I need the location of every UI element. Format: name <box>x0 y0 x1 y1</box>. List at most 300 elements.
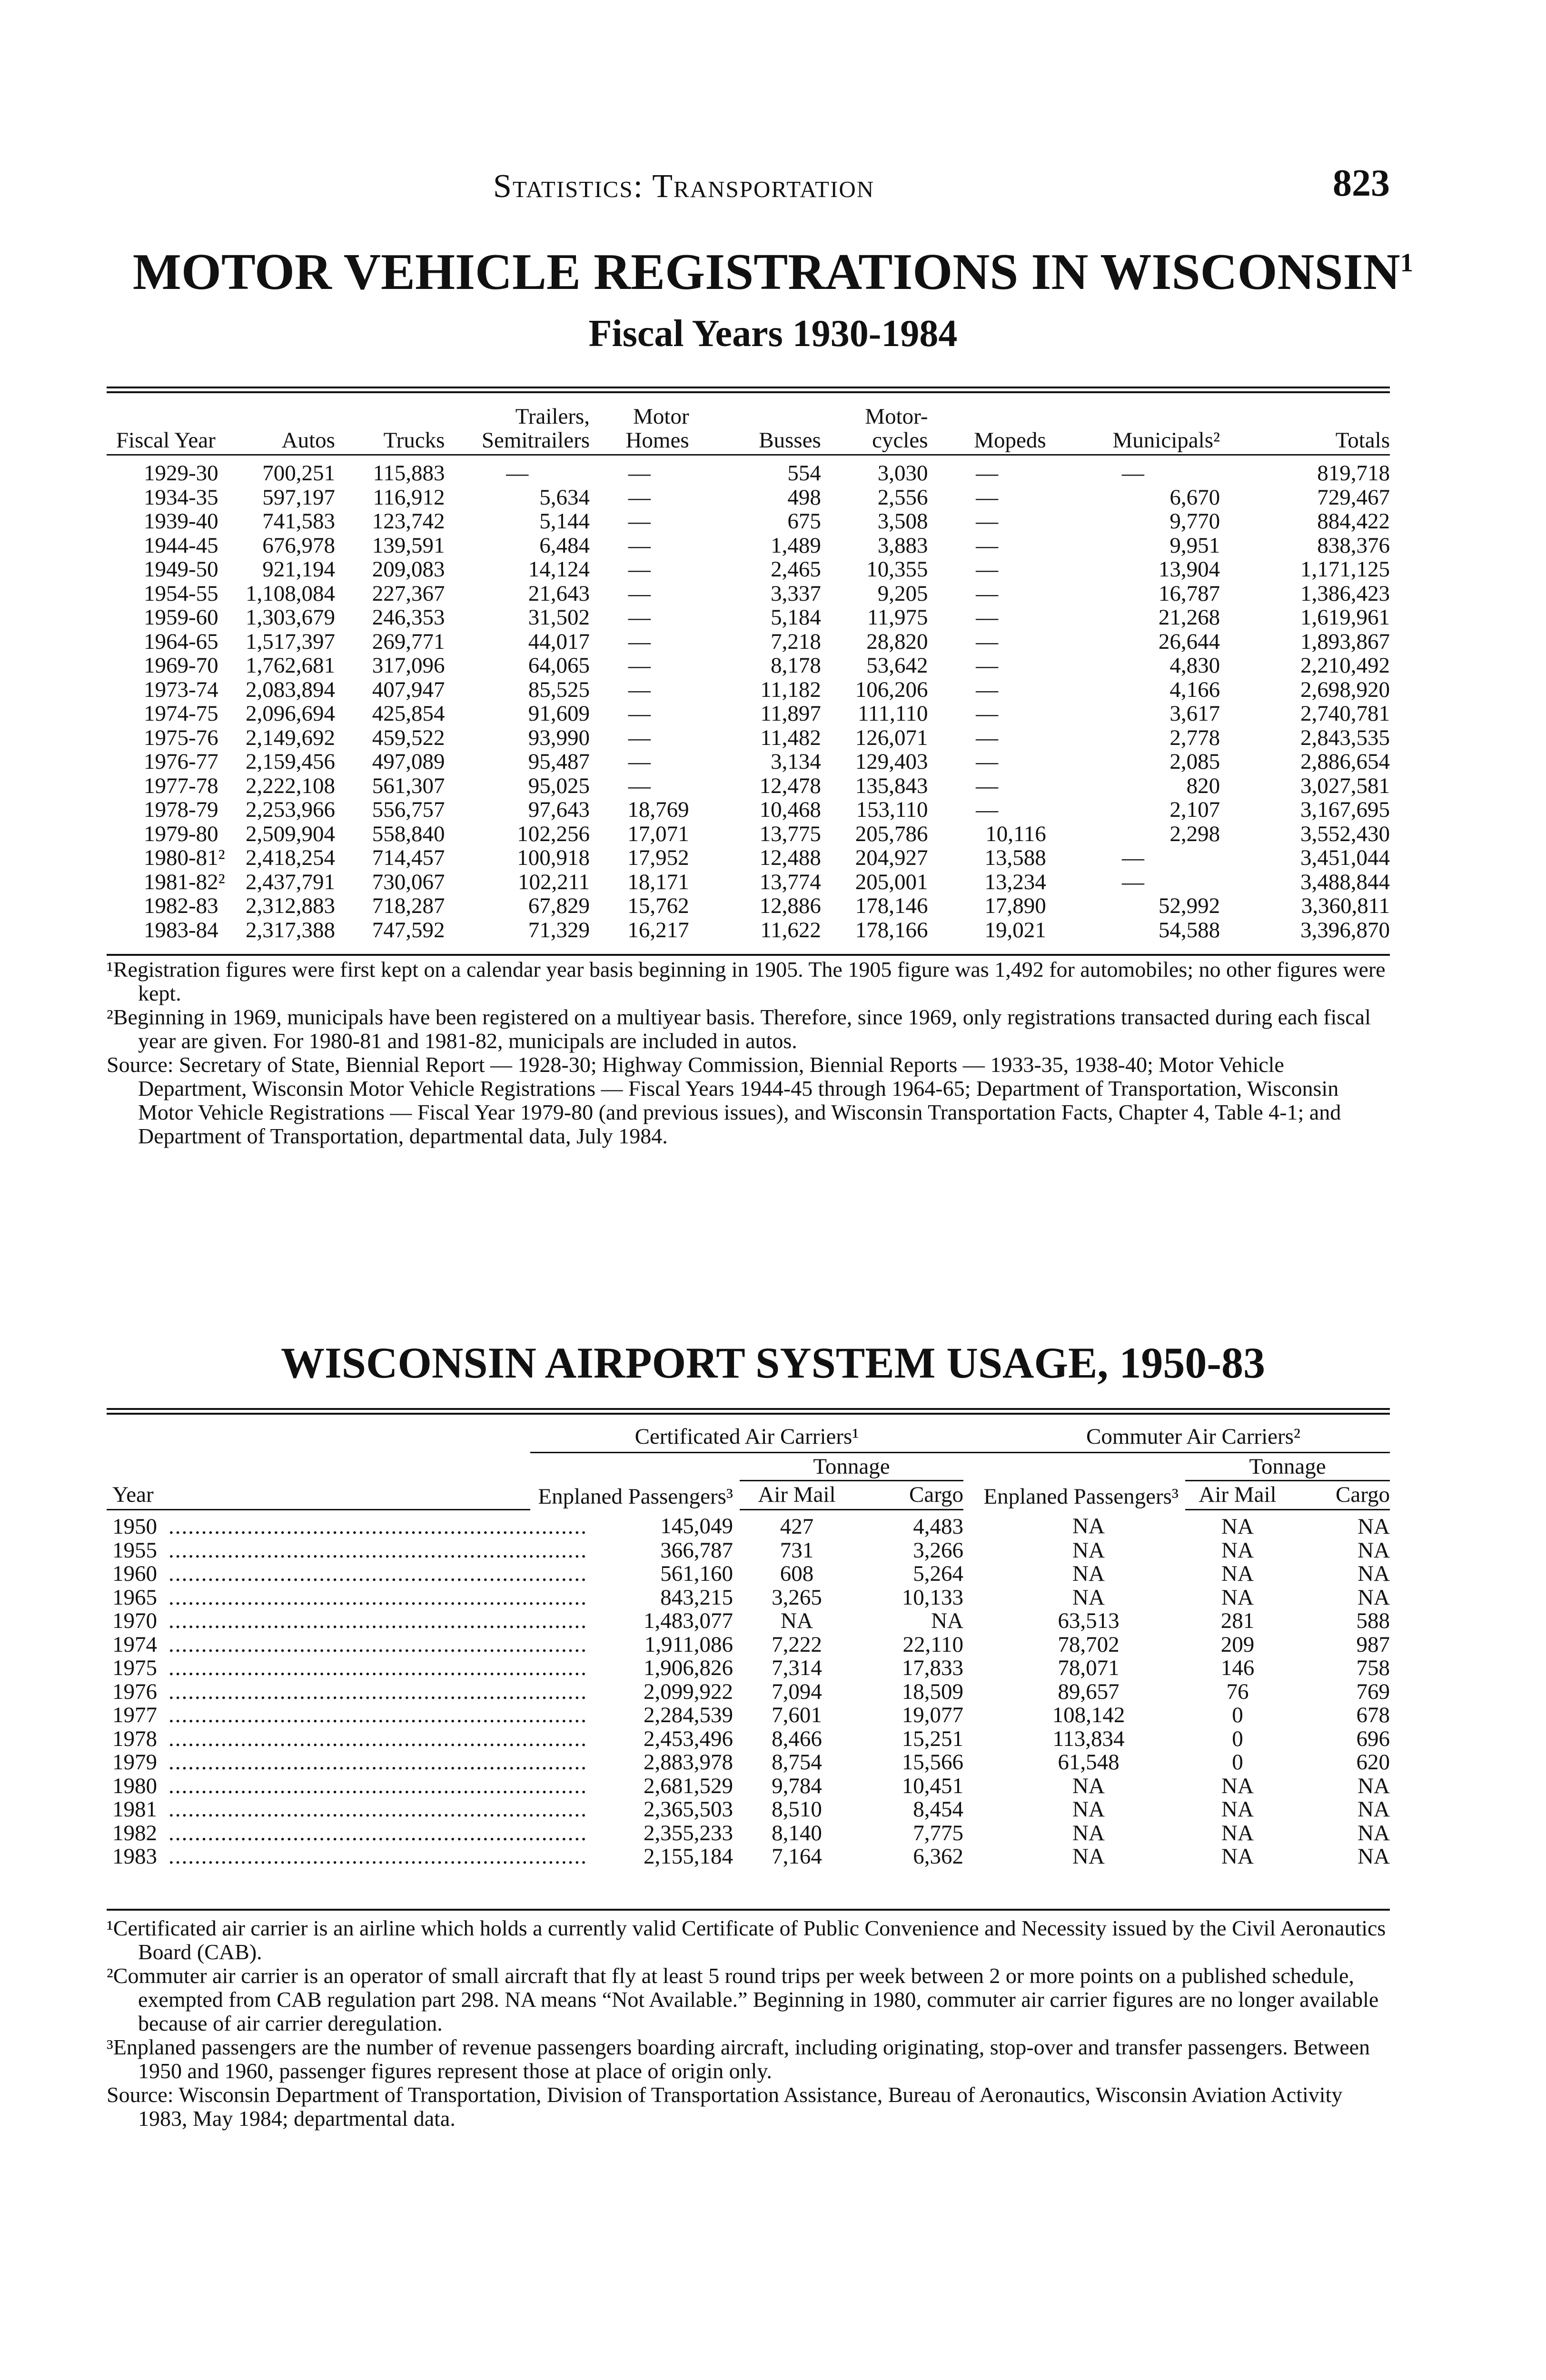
table-cell: 146 <box>1220 1656 1255 1680</box>
table-cell: NA <box>1072 1797 1105 1822</box>
table-cell: 843,215 <box>660 1585 733 1610</box>
table-cell: 227,367 <box>372 581 445 606</box>
table-cell: 21,268 <box>1158 605 1220 630</box>
table-cell: NA <box>1221 1561 1254 1586</box>
table-cell: 498 <box>787 485 821 510</box>
table-row <box>107 1510 1390 1539</box>
table-row <box>107 774 1390 798</box>
table-cell: 3,027,581 <box>1300 773 1390 798</box>
tonnage-header: Tonnage <box>740 1453 963 1481</box>
table-cell: NA <box>1221 1537 1254 1563</box>
year-label: 1977 <box>112 1703 157 1727</box>
table-cell: 366,787 <box>660 1537 733 1563</box>
table-cell: — <box>976 509 999 534</box>
table-cell: 0 <box>1232 1726 1243 1751</box>
table-cell: 111,110 <box>857 701 928 726</box>
commuter-group-header: Commuter Air Carriers² <box>963 1423 1390 1453</box>
table-cell: 2,222,108 <box>245 773 335 798</box>
table-cell: — <box>628 725 651 750</box>
leader-dots: ................................................................ <box>168 1679 587 1704</box>
table-cell: 63,513 <box>1058 1608 1120 1633</box>
year-cell <box>107 1561 587 1586</box>
table-cell: 16,787 <box>1158 581 1220 606</box>
table-cell: 2,365,503 <box>644 1797 733 1822</box>
footnote: ¹Certificated air carrier is an airline which holds a currently valid Certificate of Public Convenience and Necessity issued by the Civil Aeronautics Board (CAB). <box>107 1916 1386 1964</box>
table-cell: 1,171,125 <box>1300 557 1390 582</box>
table-cell: 1954-55 <box>144 581 218 606</box>
table-bottom-rule <box>107 954 1390 956</box>
commuter-air-mail-header: Air Mail <box>1185 1481 1290 1510</box>
table-cell: 204,927 <box>855 845 928 870</box>
table-cell: 115,883 <box>373 461 445 486</box>
table-cell: NA <box>1072 1514 1105 1539</box>
table-cell: — <box>976 629 999 654</box>
table-row <box>107 557 1390 582</box>
table-cell: 1980-81² <box>144 845 225 870</box>
table-cell: 2,083,894 <box>245 677 335 702</box>
table-cell: 2,465 <box>771 557 821 582</box>
table-cell: — <box>976 797 999 822</box>
table-cell: 17,952 <box>627 845 689 870</box>
table-cell: 819,718 <box>1317 461 1390 486</box>
table-cell: 3,552,430 <box>1300 821 1390 846</box>
table-cell: 1,893,867 <box>1300 629 1390 654</box>
table-cell: 123,742 <box>372 509 445 534</box>
table-cell: — <box>1121 845 1144 870</box>
table-cell: 558,840 <box>372 821 445 846</box>
table-cell: 11,482 <box>760 725 821 750</box>
table-cell: 85,525 <box>528 677 590 702</box>
table-cell: — <box>976 533 999 558</box>
table-cell: 11,622 <box>760 917 821 942</box>
table-cell: 588 <box>1356 1608 1390 1633</box>
table-cell: 2,886,654 <box>1300 749 1390 774</box>
leader-dots: ................................................................ <box>168 1703 587 1727</box>
table-cell: — <box>628 509 651 534</box>
table-cell: — <box>628 605 651 630</box>
table-cell: NA <box>1072 1585 1105 1610</box>
table-cell: 3,883 <box>877 533 928 558</box>
table-cell: 608 <box>780 1561 814 1586</box>
table-cell: 2,085 <box>1169 749 1220 774</box>
table-cell: — <box>976 581 999 606</box>
leader-dots: ................................................................ <box>168 1514 587 1539</box>
table-cell: NA <box>1221 1844 1254 1869</box>
table-row <box>107 605 1390 630</box>
motor-table-subtitle: Fiscal Years 1930-1984 <box>588 313 958 355</box>
table-cell: 95,025 <box>528 773 590 798</box>
table-cell: 11,897 <box>760 701 821 726</box>
table-cell: 1973-74 <box>144 677 218 702</box>
year-cell <box>107 1750 587 1775</box>
table-cell: 10,451 <box>902 1773 963 1798</box>
table-cell: 554 <box>787 461 821 486</box>
table-cell: 10,133 <box>902 1585 963 1610</box>
year-cell <box>107 1773 587 1798</box>
table-cell: NA <box>1221 1773 1254 1798</box>
motor-table-notes <box>107 958 1392 1148</box>
table-row <box>107 1704 1390 1727</box>
table-cell: NA <box>1221 1820 1254 1845</box>
year-label: 1980 <box>112 1773 157 1798</box>
table-row <box>107 582 1390 606</box>
table-cell: — <box>628 581 651 606</box>
table-cell: 675 <box>787 509 821 534</box>
table-cell: 13,904 <box>1158 557 1220 582</box>
table-cell: 18,769 <box>627 797 689 822</box>
table-cell: 0 <box>1232 1703 1243 1727</box>
table-cell: 13,774 <box>759 869 821 894</box>
table-cell: — <box>976 749 999 774</box>
table-row <box>107 1609 1390 1633</box>
table-row <box>107 894 1390 918</box>
table-cell: 730,067 <box>372 869 445 894</box>
table-cell: 5,634 <box>539 485 590 510</box>
table-cell: 129,403 <box>855 749 928 774</box>
table-cell: 97,643 <box>528 797 590 822</box>
table-cell: 89,657 <box>1058 1679 1120 1704</box>
table-cell: 2,843,535 <box>1300 725 1390 750</box>
leader-dots: ................................................................ <box>168 1726 587 1751</box>
motor-table-title: MOTOR VEHICLE REGISTRATIONS IN WISCONSIN$^1$ <box>132 244 1414 300</box>
table-row <box>107 1822 1390 1845</box>
table-cell: 108,142 <box>1052 1703 1125 1727</box>
table-cell: 12,886 <box>759 893 821 918</box>
table-cell: 884,422 <box>1317 509 1390 534</box>
table-cell: 2,509,904 <box>245 821 335 846</box>
table-row <box>107 1751 1390 1775</box>
table-cell: NA <box>1072 1561 1105 1586</box>
table-cell: 91,609 <box>528 701 590 726</box>
table-cell: 3,134 <box>771 749 821 774</box>
table-cell: 2,159,456 <box>245 749 335 774</box>
table-cell: 4,830 <box>1169 653 1220 678</box>
table-cell: NA <box>1358 1561 1390 1586</box>
footnote: ²Beginning in 1969, municipals have been registered on a multiyear basis. Therefore, since 1969, only registrations transacted during each fiscal year are given. For 1980-81 and 1981-82, municipals are included in autos. <box>107 1005 1371 1053</box>
table-cell: 135,843 <box>855 773 928 798</box>
table-cell: 93,990 <box>528 725 590 750</box>
table-cell: 178,166 <box>855 917 928 942</box>
table-cell: 205,786 <box>855 821 928 846</box>
table-row <box>107 1680 1390 1704</box>
table-cell: 2,107 <box>1169 797 1220 822</box>
table-cell: 64,065 <box>528 653 590 678</box>
table-cell: 2,437,791 <box>245 869 335 894</box>
table-cell: 1982-83 <box>144 893 218 918</box>
table-cell: 1983-84 <box>144 917 218 942</box>
year-label: 1982 <box>112 1820 157 1845</box>
table-cell: 427 <box>780 1514 814 1539</box>
table-cell: 26,644 <box>1158 629 1220 654</box>
motor-column-header: Autos <box>225 405 335 455</box>
table-cell: — <box>628 773 651 798</box>
table-cell: — <box>628 677 651 702</box>
table-cell: 5,264 <box>913 1561 963 1586</box>
table-cell: 2,698,920 <box>1300 677 1390 702</box>
table-cell: NA <box>1072 1773 1105 1798</box>
table-cell: 1976-77 <box>144 749 218 774</box>
table-cell: 676,978 <box>262 533 335 558</box>
table-cell: NA <box>931 1608 963 1633</box>
year-label: 1970 <box>112 1608 157 1633</box>
table-cell: 1949-50 <box>144 557 218 582</box>
table-cell: 718,287 <box>372 893 445 918</box>
table-cell: — <box>628 533 651 558</box>
table-row <box>107 486 1390 510</box>
table-top-rule <box>107 1413 1390 1415</box>
table-cell: NA <box>1072 1820 1105 1845</box>
year-cell <box>107 1510 587 1539</box>
table-cell: 15,762 <box>627 893 689 918</box>
table-cell: 52,992 <box>1158 893 1220 918</box>
motor-vehicle-registrations-table <box>107 405 1390 942</box>
table-cell: 54,588 <box>1158 917 1220 942</box>
table-cell: 9,205 <box>877 581 928 606</box>
table-cell: 1,762,681 <box>245 653 335 678</box>
motor-column-header: Busses <box>689 405 821 455</box>
table-cell: 10,116 <box>985 821 1046 846</box>
table-cell: — <box>628 749 651 774</box>
table-cell: 987 <box>1356 1632 1390 1657</box>
table-cell: NA <box>781 1608 813 1633</box>
table-cell: 2,149,692 <box>245 725 335 750</box>
leader-dots: ................................................................ <box>168 1750 587 1775</box>
table-cell: 7,094 <box>772 1679 822 1704</box>
table-cell: 425,854 <box>372 701 445 726</box>
table-cell: 3,488,844 <box>1300 869 1390 894</box>
table-cell: 18,509 <box>902 1679 963 1704</box>
table-cell: 8,178 <box>771 653 821 678</box>
table-cell: 6,670 <box>1169 485 1220 510</box>
table-cell: 921,194 <box>262 557 335 582</box>
leader-dots: ................................................................ <box>168 1797 587 1822</box>
table-cell: 1,108,084 <box>245 581 335 606</box>
airport-table-notes <box>107 1916 1392 2131</box>
year-cell <box>107 1703 587 1727</box>
table-cell: 78,702 <box>1058 1632 1120 1657</box>
table-cell: — <box>976 677 999 702</box>
year-label: 1983 <box>112 1844 157 1869</box>
table-cell: 19,077 <box>902 1703 963 1727</box>
table-cell: NA <box>1358 1585 1390 1610</box>
leader-dots: ................................................................ <box>168 1561 587 1586</box>
table-cell: 3,617 <box>1169 701 1220 726</box>
table-cell: 1975-76 <box>144 725 218 750</box>
year-cell <box>107 1585 587 1610</box>
table-cell: 2,298 <box>1169 821 1220 846</box>
table-cell: — <box>1121 461 1144 486</box>
table-cell: 16,217 <box>627 917 689 942</box>
table-row <box>107 678 1390 702</box>
table-cell: NA <box>1358 1797 1390 1822</box>
year-cell <box>107 1797 587 1822</box>
year-cell <box>107 1679 587 1704</box>
motor-column-header: Mopeds <box>928 405 1046 455</box>
table-cell: 1,906,826 <box>644 1656 733 1680</box>
table-cell: 10,468 <box>759 797 821 822</box>
table-cell: 2,418,254 <box>245 845 335 870</box>
table-cell: 15,251 <box>902 1726 963 1751</box>
table-cell: 3,451,044 <box>1300 845 1390 870</box>
year-cell <box>107 1844 587 1869</box>
table-cell: — <box>976 485 999 510</box>
table-cell: — <box>628 629 651 654</box>
table-row <box>107 750 1390 774</box>
year-cell <box>107 1726 587 1751</box>
table-cell: 102,211 <box>518 869 590 894</box>
table-cell: NA <box>1358 1820 1390 1845</box>
table-cell: 8,510 <box>772 1797 822 1822</box>
table-cell: 1979-80 <box>144 821 218 846</box>
table-cell: 9,770 <box>1169 509 1220 534</box>
table-cell: 1,303,679 <box>245 605 335 630</box>
table-cell: 317,096 <box>372 653 445 678</box>
year-cell <box>107 1820 587 1845</box>
table-cell: 7,164 <box>772 1844 822 1869</box>
table-cell: NA <box>1221 1514 1254 1539</box>
table-cell: NA <box>1221 1797 1254 1822</box>
table-cell: 3,337 <box>771 581 821 606</box>
table-cell: 17,071 <box>627 821 689 846</box>
table-cell: — <box>506 461 529 486</box>
table-cell: 6,484 <box>539 533 590 558</box>
table-cell: — <box>628 461 651 486</box>
table-cell: 3,396,870 <box>1300 917 1390 942</box>
year-label: 1978 <box>112 1726 157 1751</box>
table-cell: 2,453,496 <box>644 1726 733 1751</box>
table-cell: 2,355,233 <box>644 1820 733 1845</box>
table-cell: 747,592 <box>372 917 445 942</box>
year-cell <box>107 1656 587 1680</box>
table-cell: 246,353 <box>372 605 445 630</box>
table-cell: — <box>976 653 999 678</box>
table-cell: — <box>976 773 999 798</box>
table-cell: 2,284,539 <box>644 1703 733 1727</box>
table-row <box>107 1845 1390 1869</box>
table-row <box>107 726 1390 750</box>
footnote: ¹Registration figures were first kept on a calendar year basis beginning in 1905. The 1905 figure was 1,492 for automobiles; no other figures were kept. <box>107 957 1386 1005</box>
table-cell: 71,329 <box>528 917 590 942</box>
table-cell: 22,110 <box>902 1632 963 1657</box>
table-cell: 13,234 <box>984 869 1046 894</box>
motor-column-header: Motor Homes <box>590 405 689 455</box>
table-top-rule <box>107 1408 1390 1410</box>
table-row <box>107 1775 1390 1798</box>
table-cell: 678 <box>1356 1703 1390 1727</box>
certificated-group-header: Certificated Air Carriers¹ <box>530 1423 963 1453</box>
table-cell: 820 <box>1186 773 1220 798</box>
table-row <box>107 1633 1390 1657</box>
table-cell: 4,483 <box>913 1514 963 1539</box>
leader-dots: ................................................................ <box>168 1632 587 1657</box>
table-cell: 1,483,077 <box>644 1608 733 1633</box>
table-cell: 1,386,423 <box>1300 581 1390 606</box>
table-cell: 1,619,961 <box>1300 605 1390 630</box>
table-row <box>107 870 1390 894</box>
table-cell: 5,144 <box>539 509 590 534</box>
table-row <box>107 509 1390 534</box>
table-cell: 126,071 <box>855 725 928 750</box>
table-cell: 17,890 <box>984 893 1046 918</box>
table-cell: 11,975 <box>867 605 928 630</box>
table-cell: 2,210,492 <box>1300 653 1390 678</box>
table-cell: 1977-78 <box>144 773 218 798</box>
table-cell: — <box>628 701 651 726</box>
table-cell: 3,265 <box>772 1585 822 1610</box>
year-label: 1965 <box>112 1585 157 1610</box>
table-cell: NA <box>1358 1514 1390 1539</box>
table-cell: 18,171 <box>627 869 689 894</box>
table-row <box>107 534 1390 558</box>
table-cell: — <box>628 653 651 678</box>
leader-dots: ................................................................ <box>168 1820 587 1845</box>
table-cell: 1981-82² <box>144 869 225 894</box>
leader-dots: ................................................................ <box>168 1844 587 1869</box>
table-cell: NA <box>1221 1585 1254 1610</box>
table-cell: NA <box>1358 1773 1390 1798</box>
running-head: Statistics: Transportation <box>493 168 875 205</box>
table-cell: 1978-79 <box>144 797 218 822</box>
motor-column-header: Totals <box>1220 405 1390 455</box>
motor-column-header: Trailers, Semitrailers <box>445 405 590 455</box>
table-cell: 597,197 <box>262 485 335 510</box>
leader-dots: ................................................................ <box>168 1585 587 1610</box>
leader-dots: ................................................................ <box>168 1656 587 1680</box>
table-cell: — <box>976 725 999 750</box>
table-cell: 2,740,781 <box>1300 701 1390 726</box>
table-cell: 28,820 <box>866 629 928 654</box>
table-cell: — <box>628 485 651 510</box>
airport-usage-table <box>107 1423 1390 1869</box>
table-cell: 2,312,883 <box>245 893 335 918</box>
leader-dots: ................................................................ <box>168 1537 587 1563</box>
table-row <box>107 702 1390 726</box>
footnote: ²Commuter air carrier is an operator of small aircraft that fly at least 5 round trips per week between 2 or more points on a published schedule, exempted from CAB regulation part 298. NA means “Not Available.” Beginning in 1980, commuter air carrier figures are no longer available because of air carrier deregulation. <box>107 1964 1379 2035</box>
table-row <box>107 918 1390 942</box>
table-cell: 1,911,086 <box>644 1632 733 1657</box>
table-cell: 700,251 <box>262 461 335 486</box>
table-cell: 10,355 <box>866 557 928 582</box>
table-cell: 459,522 <box>372 725 445 750</box>
table-cell: 1969-70 <box>144 653 218 678</box>
table-cell: 3,360,811 <box>1301 893 1390 918</box>
table-cell: 3,508 <box>877 509 928 534</box>
table-cell: — <box>976 557 999 582</box>
year-cell <box>107 1608 587 1633</box>
year-label: 1974 <box>112 1632 157 1657</box>
table-cell: 561,160 <box>660 1561 733 1586</box>
table-cell: 2,096,694 <box>245 701 335 726</box>
table-cell: 1,489 <box>771 533 821 558</box>
table-cell: 1964-65 <box>144 629 218 654</box>
table-top-rule <box>107 387 1390 388</box>
table-cell: NA <box>1358 1537 1390 1563</box>
table-cell: 2,883,978 <box>644 1750 733 1775</box>
table-row <box>107 822 1390 846</box>
table-cell: — <box>1121 869 1144 894</box>
table-cell: 2,317,388 <box>245 917 335 942</box>
table-cell: 205,001 <box>855 869 928 894</box>
table-cell: 758 <box>1356 1656 1390 1680</box>
table-cell: 731 <box>780 1537 814 1563</box>
commuter-cargo-header: Cargo <box>1290 1481 1390 1510</box>
table-cell: — <box>976 701 999 726</box>
table-cell: 7,601 <box>772 1703 822 1727</box>
table-cell: 15,566 <box>902 1750 963 1775</box>
motor-column-header: Municipals² <box>1046 405 1220 455</box>
year-label: 1960 <box>112 1561 157 1586</box>
table-cell: 8,140 <box>772 1820 822 1845</box>
